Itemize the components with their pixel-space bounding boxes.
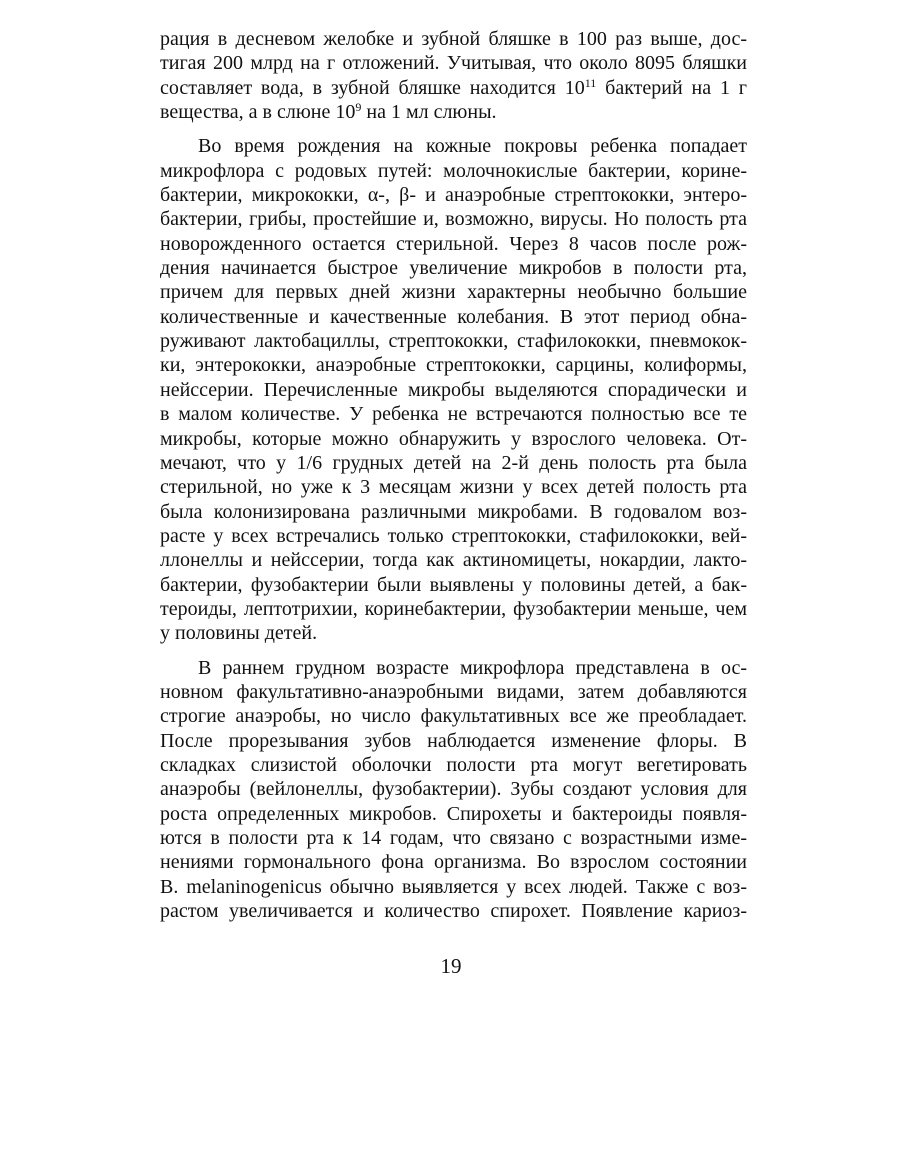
text-line: После прорезывания зубов наблюдается изменение флоры. В — [160, 729, 747, 752]
text-fragment: бактерий на 1 г — [596, 76, 747, 99]
paragraph-first-line: В раннем грудном возрасте микрофлора представлена в ос- — [198, 656, 747, 679]
text-line: новном факультативно-анаэробными видами, затем добавляются — [160, 680, 747, 703]
text-line: нейссерии. Перечисленные микробы выделяются спорадически и — [160, 378, 747, 401]
text-line: причем для первых дней жизни характерны необычно большие — [160, 281, 747, 304]
text-line: руживают лактобациллы, стрептококки, стафилококки, пневмокок- — [160, 330, 747, 353]
text-line: стерильной, но уже к 3 месяцам жизни у всех детей полость рта — [160, 476, 747, 499]
text-line: строгие анаэробы, но число факультативных все же преобладает. — [160, 705, 747, 728]
text-line: анаэробы (вейлонеллы, фузобактерии). Зубы создают условия для — [160, 778, 747, 801]
text-line: дения начинается быстрое увеличение микробов в полости рта, — [160, 257, 747, 280]
text-line: ки, энтерококки, анаэробные стрептококки, сарцины, колиформы, — [160, 354, 747, 377]
text-line: ллонеллы и нейссерии, тогда как актиномицеты, нокардии, лакто- — [160, 549, 747, 572]
text-line: микробы, которые можно обнаружить у взрослого человека. От- — [160, 427, 747, 450]
paragraph-first-line: Во время рождения на кожные покровы ребенка попадает — [198, 135, 747, 158]
text-line: роста определенных микробов. Спирохеты и бактероиды появля- — [160, 802, 747, 825]
text-line: у половины детей. — [160, 622, 318, 645]
text-line: расте у всех встречались только стрептококки, стафилококки, вей- — [160, 524, 747, 547]
text-line: была колонизирована различными микробами. В годовалом воз- — [160, 500, 747, 523]
superscript-exponent: 9 — [355, 100, 362, 115]
text-line: рация в десневом желобке и зубной бляшке в 100 раз выше, дос- — [160, 28, 747, 50]
page-number: 19 — [440, 954, 462, 978]
text-line: нениями гормонального фона организма. Во взрослом состоянии — [160, 851, 747, 874]
text-line: растом увеличивается и количество спирохет. Появление кариоз- — [160, 900, 747, 923]
text-line: B. melaninogenicus обычно выявляется у всех людей. Также с воз- — [160, 875, 747, 898]
text-line: микрофлора с родовых путей: молочнокислые бактерии, корине- — [160, 159, 747, 182]
text-line: тероиды, лептотрихии, коринебактерии, фузобактерии меньше, чем — [160, 597, 747, 620]
text-line: бактерии, грибы, простейшие и, возможно, вирусы. Но полость рта — [160, 208, 747, 231]
text-line-with-superscript — [160, 100, 747, 124]
text-line: ются в полости рта к 14 годам, что связано с возрастными изме- — [160, 827, 747, 849]
text-line: мечают, что у 1/6 грудных детей на 2-й день полость рта была — [160, 451, 747, 474]
text-line: количественные и качественные колебания. В этот период обна- — [160, 305, 747, 328]
text-fragment: на 1 мл слюны. — [361, 101, 497, 124]
text-line: в малом количестве. У ребенка не встречаются полностью все те — [160, 403, 747, 426]
text-line: складках слизистой оболочки полости рта могут вегетировать — [160, 753, 747, 776]
superscript-exponent: 11 — [584, 75, 597, 90]
text-fragment: вещества, а в слюне 10 — [160, 101, 356, 124]
text-line: тигая 200 млрд на г отложений. Учитывая, что около 8095 бляшки — [160, 52, 747, 75]
text-fragment: составляет вода, в зубной бляшке находится 10 — [160, 76, 585, 99]
text-line-with-superscript — [160, 76, 747, 100]
text-line: бактерии, микрококки, α-, β- и анаэробные стрептококки, энтеро- — [160, 184, 747, 207]
body-text — [160, 27, 747, 923]
text-line: бактерии, фузобактерии были выявлены у половины детей, а бак- — [160, 573, 747, 596]
text-line: новорожденного остается стерильной. Через 8 часов после рож- — [160, 232, 747, 255]
